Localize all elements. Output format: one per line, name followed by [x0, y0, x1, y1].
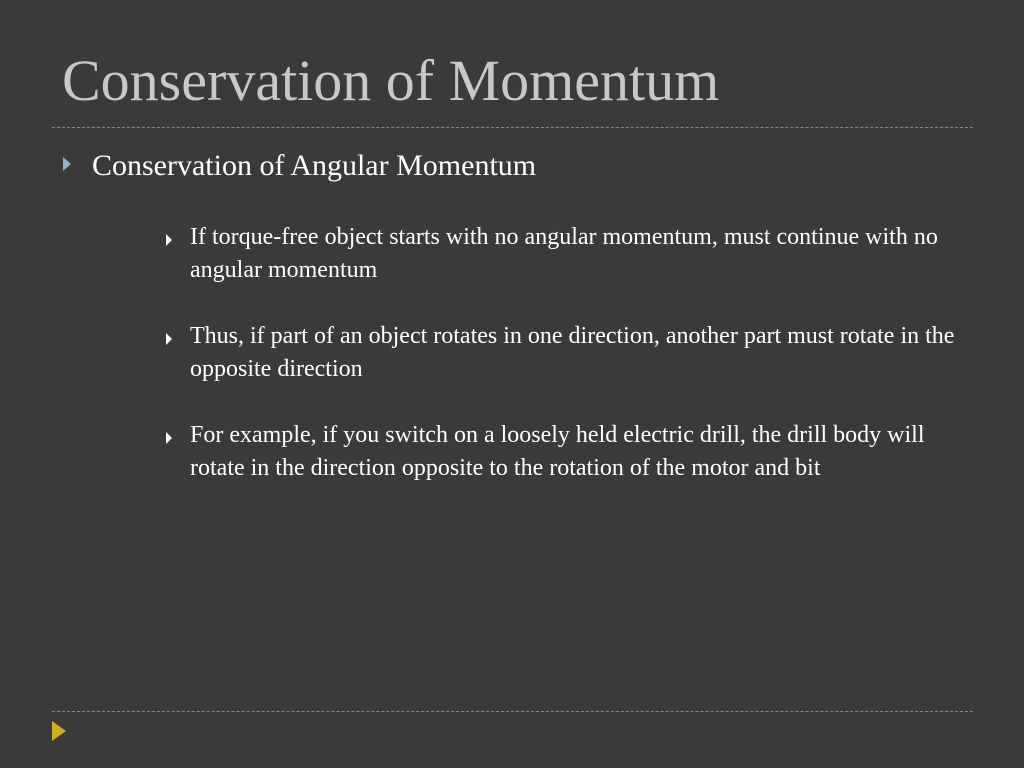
sub-bullet-text: For example, if you switch on a loosely held electric drill, the drill body will rotate in the direction opposite to the rotation of the motor and bit — [190, 422, 925, 481]
next-slide-arrow-icon[interactable] — [52, 721, 66, 741]
sub-bullet-text: If torque-free object starts with no angular momentum, must continue with no angular momentum — [190, 224, 938, 283]
triangle-bullet-icon — [166, 432, 172, 444]
triangle-bullet-icon — [166, 234, 172, 246]
sub-bullet-text: Thus, if part of an object rotates in one direction, another part must rotate in the opposite direction — [190, 323, 955, 382]
triangle-bullet-icon — [63, 157, 71, 171]
slide-title: Conservation of Momentum — [62, 48, 720, 113]
footer-divider — [52, 711, 973, 712]
title-divider — [52, 127, 973, 128]
heading-bullet-text: Conservation of Angular Momentum — [92, 149, 537, 182]
triangle-bullet-icon — [166, 333, 172, 345]
